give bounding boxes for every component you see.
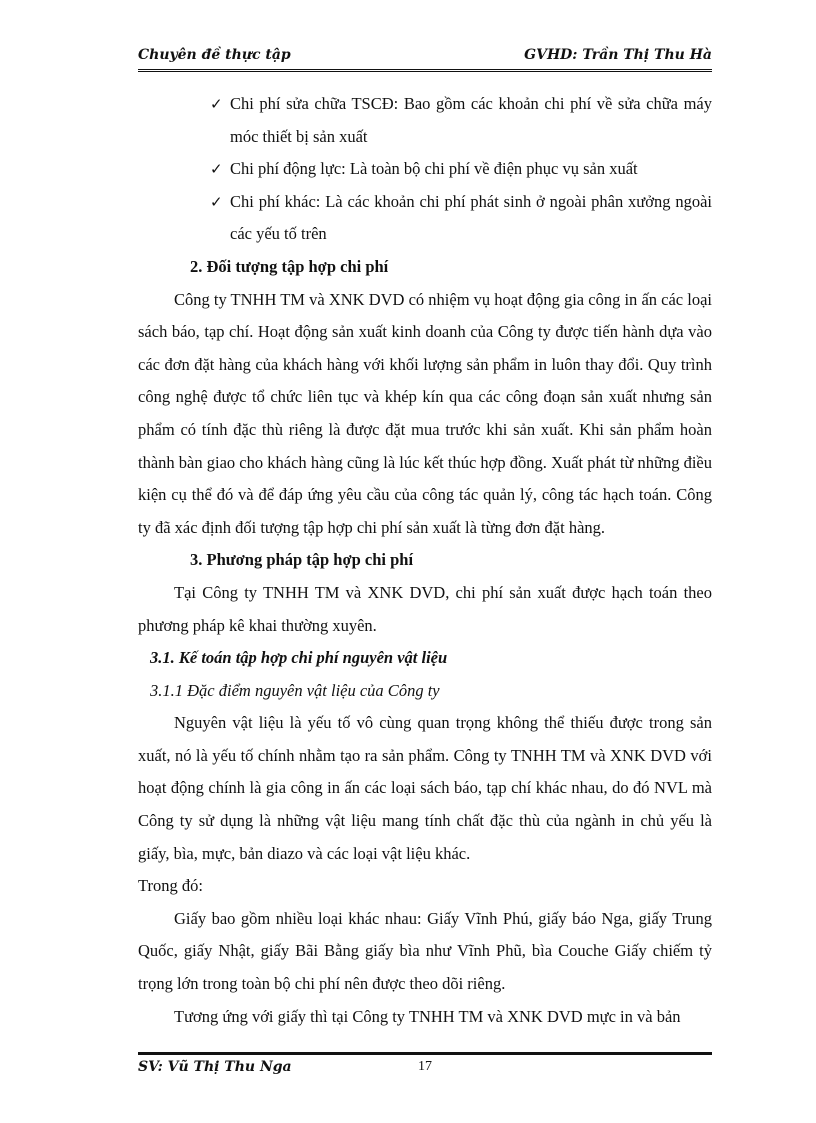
paragraph: Tại Công ty TNHH TM và XNK DVD, chi phí sản xuất được hạch toán theo phương pháp kê khai thường xuyên. — [138, 582, 712, 635]
paragraph: Công ty TNHH TM và XNK DVD có nhiệm vụ hoạt động gia công in ấn các loại sách báo, tạp chí. Hoạt động sản xuất kinh doanh của Công ty được tiến hành dựa vào các đơn đặt hàng của khách hàng với khối lượng sản phẩm in luôn thay đổi. Quy trình công nghệ được tổ chức liên tục và khép kín qua các công đoạn sản xuất nhưng sản phẩm có tính đặc thù riêng là được đặt mua trước khi sản xuất. Khi sản phẩm hoàn thành bàn giao cho khách hàng cũng là lúc kết thúc hợp đồng. Xuất phát từ những điều kiện cụ thể đó và để đáp ứng yêu cầu của công tác quản lý, công tác hạch toán. Công ty đã xác định đối tượng tập hợp chi phí sản xuất là từng đơn đặt hàng. — [138, 289, 712, 537]
header-left-text: Chuyên đề thực tập — [138, 47, 291, 63]
bullet-text: Chi phí khác: Là các khoản chi phí phát sinh ở ngoài phân xưởng ngoài các yếu tố trên — [230, 191, 712, 244]
bullet-item — [138, 186, 712, 251]
header-right-text: GVHD: Trần Thị Thu Hà — [524, 47, 712, 63]
page-header — [138, 47, 712, 72]
paragraph: Nguyên vật liệu là yếu tố vô cùng quan trọng không thể thiếu được trong sản xuất, nó là yếu tố chính nhằm tạo ra sản phẩm. Công ty TNHH TM và XNK DVD với hoạt động chính là gia công in ấn các loại sách báo, tạp chí khác nhau, do đó NVL mà Công ty sử dụng là những vật liệu mang tính chất đặc thù của ngành in chủ yếu là giấy, bìa, mực, bản diazo và các loại vật liệu khác. — [138, 713, 712, 863]
bullet-item — [138, 153, 712, 186]
section-heading: 3. Phương pháp tập hợp chi phí — [190, 550, 414, 570]
page-footer — [138, 1052, 712, 1075]
bullet-text: Chi phí động lực: Là toàn bộ chi phí về điện phục vụ sản xuất — [230, 159, 638, 179]
bullet-text: Chi phí sửa chữa TSCĐ: Bao gồm các khoản chi phí về sửa chữa máy móc thiết bị sản xuất — [230, 94, 712, 146]
subsection-heading: 3.1. Kế toán tập hợp chi phí nguyên vật liệu — [150, 648, 448, 668]
page-content — [138, 88, 712, 1033]
bullet-item — [138, 88, 712, 153]
checkmark-icon: ✓ — [210, 95, 223, 113]
paragraph: Giấy bao gồm nhiều loại khác nhau: Giấy Vĩnh Phú, giấy báo Nga, giấy Trung Quốc, giấy Nhật, giấy Bãi Bằng giấy bìa như Vĩnh Phũ, bìa Couche Giấy chiếm tỷ trọng lớn trong toàn bộ chi phí nên được theo dõi riêng. — [138, 908, 712, 994]
footer-author: SV: Vũ Thị Thu Nga — [138, 1059, 292, 1075]
checkmark-icon: ✓ — [210, 192, 223, 211]
subsubsection-heading: 3.1.1 Đặc điểm nguyên vật liệu của Công ty — [150, 680, 440, 700]
section-heading: 2. Đối tượng tập hợp chi phí — [190, 256, 389, 276]
checkmark-icon: ✓ — [210, 160, 223, 179]
paragraph-label: Trong đó: — [138, 876, 203, 896]
paragraph: Tương ứng với giấy thì tại Công ty TNHH TM và XNK DVD mực in và bản — [174, 1006, 681, 1026]
page-number: 17 — [418, 1059, 432, 1074]
